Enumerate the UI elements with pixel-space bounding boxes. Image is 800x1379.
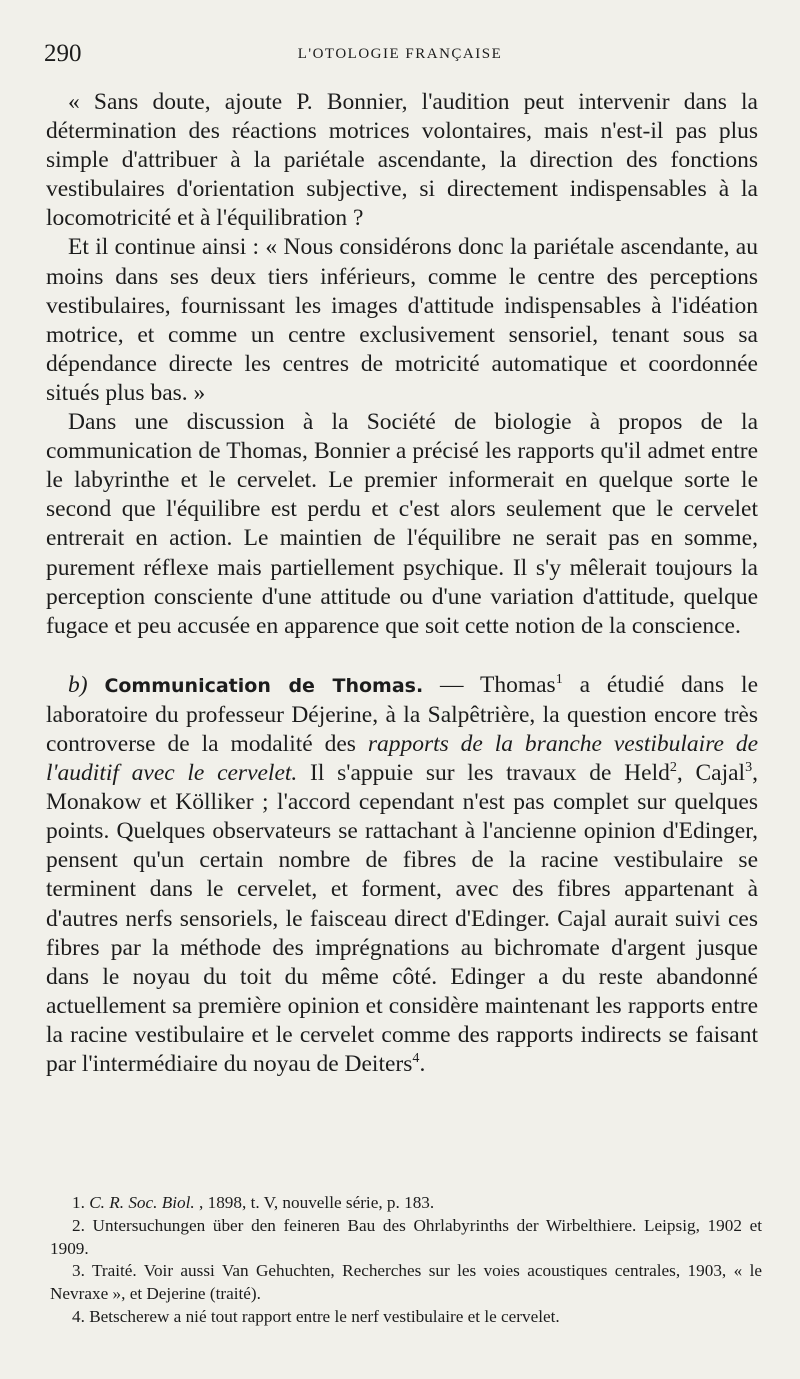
paragraph-bonnier-quote: « Sans doute, ajoute P. Bonnier, l'audition peut intervenir dans la détermination des réactions motrices volontaires, mais n'est-il pas plus simple d'attribuer à la pariétale ascendante, la direction des fonctions vestibulaires d'orientation subjective, si directement indispensables à la locomotricité et à l'équilibration ?	[46, 89, 758, 232]
section-text-1: — Thomas	[423, 671, 556, 698]
footnote-ref-4: 4	[412, 1050, 420, 1067]
section-italic-phrase: rapports de la branche vestibulaire de l'auditif avec le cervelet.	[46, 730, 758, 787]
footnote-ref-2: 2	[669, 759, 677, 776]
section-text-3: Il s'appuie sur les travaux de Held	[297, 760, 670, 787]
footnote-ref-3: 3	[745, 759, 753, 776]
section-text-5: , Monakow et Kölliker ; l'accord cependant n'est pas complet sur quelques points. Quelques observateurs se rattachant à l'ancienne opinion d'Edinger, pensent qu'un certain nombre de fibres de la racine vestibulaire se terminent dans le cervelet, et forment, avec des fibres appartenant à d'autres nerfs sensoriels, le faisceau direct d'Edinger. Cajal aurait suivi ces fibres par la méthode des imprégnations au bichromate d'argent jusque dans le noyau du toit du même côté. Edinger a du reste abandonné actuellement sa première opinion et considère maintenant les rapports entre la racine vestibulaire et le cervelet comme des rapports indirects se faisant par l'intermédiaire du noyau de Deiters	[46, 760, 759, 1077]
section-thomas	[46, 671, 758, 1079]
footnote-1	[50, 1192, 762, 1215]
section-text-4: , Cajal	[676, 760, 746, 787]
section-text-2: a étudié dans le laboratoire du professeur Déjerine, à la Salpêtrière, la question encore très controverse de la modalité des	[46, 671, 759, 757]
page-header	[44, 40, 756, 74]
footnote-2: 2. Untersuchungen über den feineren Bau des Ohrlabyrinths der Wirbelthiere. Leipsig, 1902 et 1909.	[50, 1215, 762, 1258]
footnote-1-details: , 1898, t. V, nouvelle série, p. 183.	[194, 1193, 435, 1212]
footnote-3: 3. Traité. Voir aussi Van Gehuchten, Recherches sur les voies acoustiques centrales, 1903, « le Nevraxe », et Dejerine (traité).	[50, 1261, 762, 1304]
body-text	[46, 88, 758, 1079]
paragraph-discussion: Dans une discussion à la Société de biologie à propos de la communication de Thomas, Bonnier a précisé les rapports qu'il admet entre le labyrinthe et le cervelet. Le premier informerait en quelque sorte le second que l'équilibre est perdu et c'est alors seulement que le cervelet entrerait en action. Le maintien de l'équilibre ne serait pas en somme, purement réflexe mais partiellement psychique. Il s'y mêlerait toujours la perception consciente d'une attitude ou d'une variation d'attitude, quelque fugace et peu accusée en apparence que soit cette notion de la conscience.	[46, 409, 758, 639]
paragraph-bonnier-continuation: Et il continue ainsi : « Nous considérons donc la pariétale ascendante, au moins dans ses deux tiers inférieurs, comme le centre des perceptions vestibulaires, fournissant les images d'attitude indispensables à l'idéation motrice, et comme un centre exclusivement sensoriel, tenant sous sa dépendance directe les centres de motricité automatique et coordonnée situés plus bas. »	[46, 234, 758, 406]
footnote-4: 4. Betscherew a nié tout rapport entre le nerf vestibulaire et le cervelet.	[72, 1306, 560, 1326]
footnote-1-journal: C. R. Soc. Biol.	[89, 1193, 195, 1212]
footnotes	[50, 1192, 762, 1329]
footnote-ref-1: 1	[555, 670, 563, 687]
footnote-1-number: 1.	[72, 1193, 90, 1212]
section-text-6: .	[419, 1051, 426, 1077]
section-title: Communication de Thomas.	[104, 674, 424, 697]
running-head: L'OTOLOGIE FRANÇAISE	[297, 46, 503, 62]
page-number: 290	[44, 40, 82, 67]
section-label: b)	[68, 671, 88, 698]
